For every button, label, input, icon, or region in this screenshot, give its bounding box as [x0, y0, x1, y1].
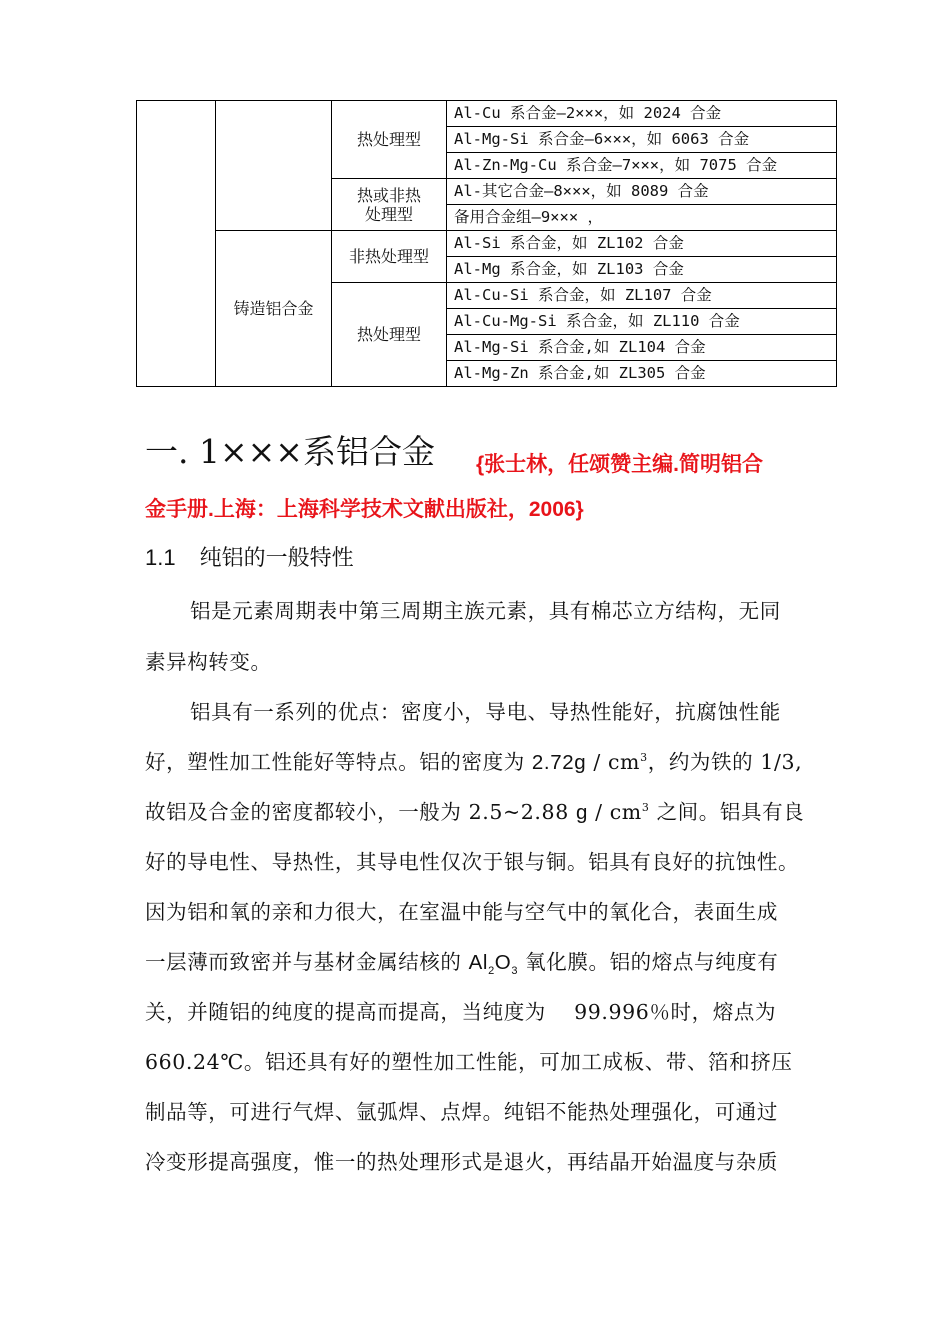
alloy-cell: Al-Cu-Si 系合金，如 ZL107 合金 [447, 283, 837, 309]
subscript: 3 [511, 965, 519, 978]
alloy-cell: Al-其它合金—8×××，如 8089 合金 [447, 179, 837, 205]
subsection-title: 纯铝的一般特性 [199, 546, 354, 571]
section-title: 1×××系铝合金 [199, 432, 435, 471]
group-non-heat-treatable: 非热处理型 [332, 231, 447, 283]
text-span: / cm [586, 750, 641, 774]
alloy-cell: Al-Mg 系合金，如 ZL103 合金 [447, 257, 837, 283]
section-number: 一. [145, 432, 189, 471]
text-span: Al [468, 951, 489, 974]
paragraph-line: 关，并随铝的纯度的提高而提高，当纯度为 99.996％时，熔点为 [145, 1000, 777, 1024]
alloy-cell: 备用合金组—9××× ， [447, 205, 837, 231]
alloy-cell: Al-Mg-Si 系合金—6×××，如 6063 合金 [447, 127, 837, 153]
text-span: 之间。铝具有良 [649, 800, 805, 824]
paragraph-line: 铝具有一系列的优点：密度小，导电、导热性能好，抗腐蚀性能 [190, 700, 781, 724]
paragraph-line [145, 795, 804, 825]
text-span: 好，塑性加工性能好等特点。铝的密度为 [145, 750, 532, 774]
text-span: ，约为铁的 1/3, [647, 750, 803, 774]
paragraph-line: 铝是元素周期表中第三周期主族元素，具有棉芯立方结构，无同 [190, 599, 781, 623]
paragraph-line: 660.24℃。铝还具有好的塑性加工性能，可加工成板、带、箔和挤压 [145, 1050, 793, 1074]
alloy-classification-table [136, 100, 837, 387]
paragraph-line: 冷变形提高强度，惟一的热处理形式是退火，再结晶开始温度与杂质 [145, 1150, 778, 1174]
alloy-cell: Al-Cu 系合金—2×××，如 2024 合金 [447, 101, 837, 127]
superscript: 3 [641, 801, 650, 815]
paragraph-line: 因为铝和氧的亲和力很大，在室温中能与空气中的氧化合，表面生成 [145, 900, 778, 924]
reference-citation: {张士林，任颂赞主编.简明铝合 [476, 453, 764, 476]
alloy-cell: Al-Mg-Si 系合金,如 ZL104 合金 [447, 335, 837, 361]
text-span: 氧化膜。铝的熔点与纯度有 [518, 950, 779, 974]
cast-aluminum-category: 铸造铝合金 [216, 231, 332, 387]
table-blank-cell [216, 101, 332, 231]
subsection-heading [145, 541, 354, 572]
group-label-line: 处理型 [364, 204, 413, 224]
paragraph-line: 制品等，可进行气焊、氩弧焊、点焊。纯铝不能热处理强化，可通过 [145, 1100, 778, 1124]
superscript: 3 [640, 751, 648, 765]
section-heading [145, 426, 435, 473]
paragraph-line: 素异构转变。 [145, 650, 272, 674]
subscript: 2 [488, 965, 495, 978]
text-span: 2.72g [531, 751, 587, 774]
alloy-cell: Al-Cu-Mg-Si 系合金，如 ZL110 合金 [447, 309, 837, 335]
text-span: / cm [587, 800, 642, 824]
text-span: 故铝及合金的密度都较小，一般为 2.5~2.88 [145, 800, 576, 824]
group-cast-heat-treatable: 热处理型 [332, 283, 447, 387]
text-span: g [575, 801, 588, 824]
subsection-number: 1.1 [145, 545, 176, 570]
table-blank-cell [137, 101, 216, 387]
paragraph-line: 好的导电性、导热性，其导电性仅次于银与铜。铝具有良好的抗蚀性。 [145, 850, 800, 874]
reference-citation-continued: 金手册.上海：上海科学技术文献出版社，2006} [145, 498, 584, 521]
alloy-cell: Al-Zn-Mg-Cu 系合金—7×××，如 7075 合金 [447, 153, 837, 179]
paragraph-line [145, 745, 802, 775]
text-span: O [494, 951, 512, 974]
alloy-cell: Al-Mg-Zn 系合金,如 ZL305 合金 [447, 361, 837, 387]
group-label-line: 热或非热 [356, 185, 421, 205]
alloy-cell: Al-Si 系合金，如 ZL102 合金 [447, 231, 837, 257]
text-span: 一层薄而致密并与基材金属结核的 [145, 950, 469, 974]
group-heat-or-non-heat [332, 179, 447, 231]
paragraph-line [145, 945, 778, 977]
group-heat-treatable: 热处理型 [332, 101, 447, 179]
